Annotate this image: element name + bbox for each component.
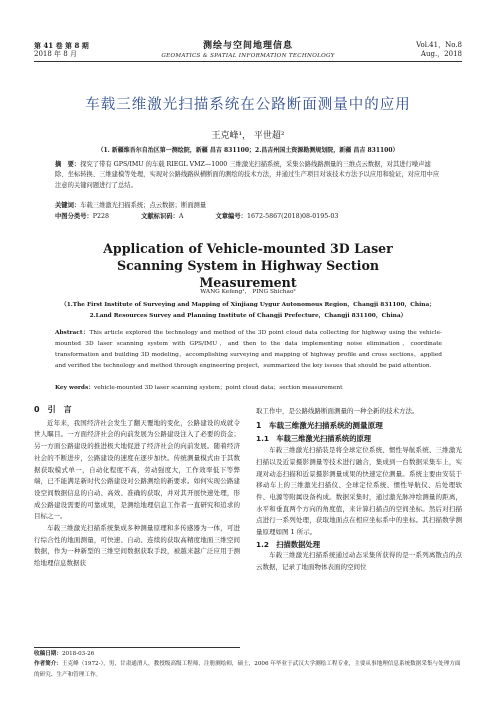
abstract-cn-label: 摘 要： <box>55 161 81 168</box>
keywords-en-label: Key words： <box>55 385 95 391</box>
journal-volume-en: Vol.41，No.8 Aug.，2018 <box>416 41 462 58</box>
keywords-en-text: vehicle-mounted 3D laser scanning system；point cloud data；section measurement <box>94 385 343 391</box>
right-column <box>256 406 462 574</box>
affiliation-cn: （1. 新疆维吾尔自治区第一测绘院，新疆 昌吉 831100；2.昌吉州国土资源勘测规划院，新疆 昌吉 831100） <box>97 147 399 154</box>
journal-name: 测绘与空间地理信息 GEOMATICS & SPATIAL INFORMATION TECHNOLOGY <box>161 41 335 59</box>
section-heading-1-2: 1.2 扫描数据处理 <box>256 539 321 549</box>
intro-paragraph-1: 近年来，我国经济社会发生了翻天覆地的变化，公路建设的成就令世人瞩目。一方面经济社会的向前发展为公路建设注入了必要的资金；另一方面公路建设的推进极大地促进了经济社会的向前发展。随着经济社会的不断进步，公路建设的速度在逐步加快。传统测量模式由于其数据获取模式单一，自动化程度不高，劳动强度大，工作效率低下等弊端，已不能满足新时代公路建设对公路测绘的新要求。如何实现公路建设空间数据信息的自动、高效、准确的获取，并对其开展快速处理，形成公路建设需要的可靠成果，是测绘地理信息工作者一直研究和追求的目标之一。 <box>34 418 240 521</box>
footnote: 收稿日期：2018-03-26 作者简介：王克峰（1972-），男，甘肃通渭人，教授级高级工程师，注册测绘师，硕士，2006 年毕业于武汉大学测绘工程专业，主要从事地理信息系统数据采集与处理方面的研究、生产和管理工作。 <box>34 651 461 678</box>
paper-title-cn: 车载三维激光扫描系统在公路断面测量中的应用 <box>85 97 411 113</box>
keywords-en <box>55 383 442 394</box>
abstract-cn <box>55 160 442 191</box>
intro-paragraph-2: 车载三维激光扫描系统集成多种测量原理和多传感器为一体，可进行综合性的地面测量，可快速、自动、连续的获取高精度地面三维空间数据，作为一种新型的三维空间数据获取手段，被越来越广泛应用于测绘地理信息数据获 <box>34 524 240 568</box>
abstract-en-text: This article explored the technology and method of the 3D point cloud data collecting for highway using the vehicle-mounted 3D laser scanning system with GPS/IMU，and then to the data implementing noise elimination，coordinate transformation and building 3D modeling，accomplishing surveying and mapping of highway profile and cross sections，applied and verified the technology and method through engineering project，summarized the key issues that should be paid attention. <box>55 330 442 369</box>
footnote-rule <box>34 647 240 648</box>
right-paragraph-0: 取工作中，是公路线路断面测量的一种全新的技术方法。 <box>256 407 419 415</box>
keywords-cn <box>55 201 442 211</box>
authors-cn: 王克峰¹， 平世超² <box>211 131 285 141</box>
section-heading-1-1: 1.1 车载三维激光扫描系统的原理 <box>256 434 372 444</box>
affiliation-en: （1.The First Institute of Surveying and Mapping of Xinjiang Uygur Autonomous Region，Changji 831100，China； 2.Land Resources Survey and Planning Institute of Changji Prefecture，Changji 831100，China） <box>60 302 436 319</box>
journal-volume-cn: 第 41 卷 第 8 期 2018 年 8 月 <box>34 41 89 58</box>
left-column <box>34 404 240 570</box>
classification-line: 中图分类号：P228 文献标识码：A 文章编号：1672-5867(2018)08-0195-03 <box>55 213 339 220</box>
section-heading-1: 1 车载三维激光扫描系统的测量原理 <box>256 420 383 430</box>
section-heading-0: 0 引 言 <box>34 405 72 414</box>
keywords-cn-label: 关键词： <box>55 202 81 209</box>
section-1-1-paragraph: 车载三维激光扫描装是将全球定位系统、惯性导航系统、三维激光扫描以及近景摄影测量等技术进行融合，集成到一台数据采集车上，实现对动态扫描和近景摄影测量成果的快速定位测量。系统主要由安装于移动车上的三维激光扫描仪、全球定位系统、惯性导航仪、后处理软件、电源等附属设备构成。数据采集时，通过激光脉冲绘测量的距离，水平和垂直两个方向的角度值，来计算扫描点的空间坐标。然后对扫描点进行一系列处理，获取地面点在相应坐标系中的坐标。其扫描数学测量原理如图 1 所示。 <box>256 446 462 537</box>
paper-title-en: Application of Vehicle-mounted 3D Laser Scanning System in Highway Section Measurement <box>103 241 393 290</box>
keywords-cn-text: 车载三维激光扫描系统；点云数据；断面测量 <box>80 202 207 209</box>
abstract-en <box>55 328 442 372</box>
abstract-cn-text: 探究了带有 GPS/IMU 的车载 RIEGL VMZ—1000 三维激光扫描系统，采集公路线路测量的三维点云数据，对其进行噪声滤除、坐标转换、三维建模等处理，实现对公路线路纵横断面的测绘的技术方法，并通过生产项目对该技术方法予以应用和验证，对应用中应注意的关键问题进行了总结。 <box>55 161 440 189</box>
abstract-en-label: Abstract： <box>55 330 90 336</box>
section-1-2-paragraph: 车载三维激光扫描系统通过动态采集所获得的是一系列离散点的点云数据，记录了地面物体表面的空间位 <box>256 551 462 572</box>
authors-en: WANG Kefeng¹， PING Shichao² <box>200 289 296 295</box>
header-rule <box>34 61 462 62</box>
